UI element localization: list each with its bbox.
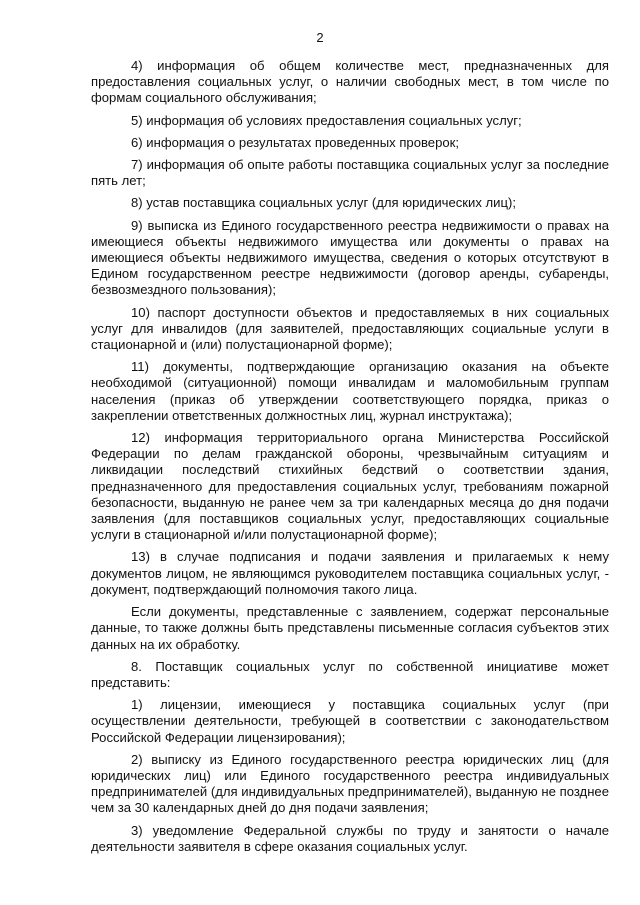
paragraph-item-10-accessibility-passport: 10) паспорт доступности объектов и предоставляемых в них социальных услуг для инвалидов (для заявителей, предоставляющих социальные услуги в стационарной и (или) полустационарной форме); bbox=[91, 304, 609, 353]
paragraph-section-8-item-2-registry-extract: 2) выписку из Единого государственного реестра юридических лиц (для юридических лиц) или Единого государственного реестра индивидуальных предпринимателей (для индивидуальных предпринимателей), выданную не позднее чем за 30 календарных дней до дня подачи заявления; bbox=[91, 751, 609, 816]
paragraph-item-13-authority: 13) в случае подписания и подачи заявления и прилагаемых к нему документов лицом, не являющимся руководителем поставщика социальных услуг, - документ, подтверждающий полномочия такого лица. bbox=[91, 549, 609, 597]
paragraph-item-7-experience: 7) информация об опыте работы поставщика социальных услуг за последние пять лет; bbox=[91, 157, 609, 189]
page-number: 2 bbox=[316, 30, 324, 45]
document-body bbox=[91, 58, 609, 861]
paragraph-item-6-inspections: 6) информация о результатах проведенных проверок; bbox=[131, 134, 460, 150]
paragraph-item-12-fire-safety: 12) информация территориального органа Министерства Российской Федерации по делам гражданской обороны, чрезвычайным ситуациям и ликвидации последствий стихийных бедствий о соответствии здания, предназначенного для предоставления социальных услуг, требованиям пожарной безопасности, выданную не ранее чем за три календарных месяца до дня подачи заявления (для поставщиков социальных услуг, предоставляющих социальные услуги в стационарной и/или полустационарной форме); bbox=[91, 430, 609, 543]
paragraph-section-8-item-3-notification: 3) уведомление Федеральной службы по труду и занятости о начале деятельности заявителя в сфере оказания социальных услуг. bbox=[91, 822, 609, 854]
paragraph-section-8-intro: 8. Поставщик социальных услуг по собственной инициативе может представить: bbox=[91, 658, 609, 690]
paragraph-item-11-assistance-documents: 11) документы, подтверждающие организацию оказания на объекте необходимой (ситуационной) помощи инвалидам и маломобильным группам населения (приказ об утверждении соответствующего порядка, приказ о закреплении ответственных должностных лиц, журнал инструктажа); bbox=[91, 359, 609, 423]
paragraph-personal-data-consent: Если документы, представленные с заявлением, содержат персональные данные, то также должны быть представлены письменные согласия субъектов этих данных на их обработку. bbox=[91, 604, 609, 652]
paragraph-section-8-item-1-licenses: 1) лицензии, имеющиеся у поставщика социальных услуг (при осуществлении деятельности, требующей в соответствии с законодательством Российской Федерации лицензирования); bbox=[91, 697, 609, 745]
paragraph-item-8-charter: 8) устав поставщика социальных услуг (для юридических лиц); bbox=[131, 195, 516, 211]
paragraph-item-5-conditions: 5) информация об условиях предоставления социальных услуг; bbox=[131, 112, 522, 128]
paragraph-item-9-real-estate-extract: 9) выписка из Единого государственного реестра недвижимости о правах на имеющиеся объекты недвижимого имущества или документы о правах на имеющиеся объекты недвижимого имущества, сведения о которых отсутствуют в Едином государственном реестре недвижимости (договор аренды, субаренды, безвозмездного пользования); bbox=[91, 217, 609, 298]
paragraph-item-4-info-places: 4) информация об общем количестве мест, предназначенных для предоставления социальных услуг, о наличии свободных мест, в том числе по формам социального обслуживания; bbox=[91, 58, 609, 106]
